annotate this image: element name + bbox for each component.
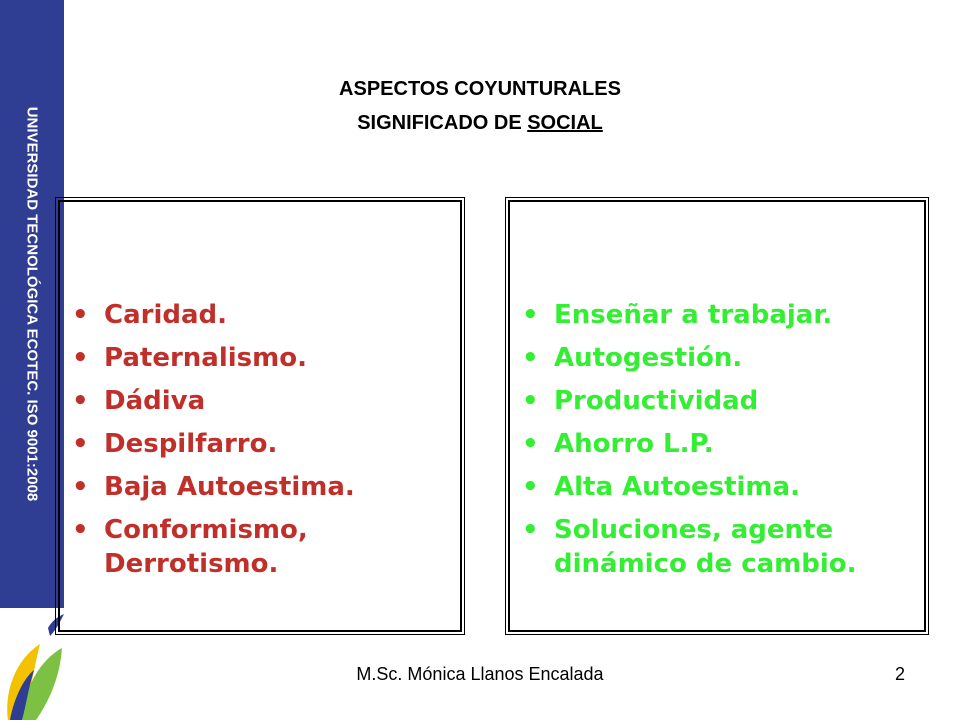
left-box bbox=[58, 200, 462, 632]
list-item: • Soluciones, agente dinámico de cambio. bbox=[522, 513, 918, 581]
list-item: • Conformismo, Derrotismo. bbox=[72, 513, 452, 581]
list-item: • Dádiva bbox=[72, 384, 452, 418]
list-item: • Autogestión. bbox=[522, 341, 918, 375]
left-bullet-list bbox=[72, 298, 452, 590]
footer-author: M.Sc. Mónica Llanos Encalada bbox=[356, 664, 604, 684]
page-number: 2 bbox=[894, 664, 905, 684]
logo bbox=[0, 608, 64, 720]
list-item: • Despilfarro. bbox=[72, 427, 452, 461]
list-item: • Productividad bbox=[522, 384, 918, 418]
list-item: • Ahorro L.P. bbox=[522, 427, 918, 461]
list-item: • Caridad. bbox=[72, 298, 452, 332]
slide-title-line2 bbox=[240, 112, 720, 135]
slide-title-line1: ASPECTOS COYUNTURALES bbox=[339, 78, 621, 100]
title-underlined-word: SOCIAL bbox=[527, 112, 603, 134]
right-bullet-list bbox=[522, 298, 918, 590]
sidebar-text: UNIVERSIDAD TECNOLÓGICA ECOTEC. ISO 9001:2008 bbox=[23, 106, 41, 502]
leaf-logo-icon bbox=[0, 608, 64, 720]
list-item: • Paternalismo. bbox=[72, 341, 452, 375]
right-box bbox=[508, 200, 926, 632]
list-item: • Alta Autoestima. bbox=[522, 470, 918, 504]
sidebar-band bbox=[0, 0, 64, 608]
list-item: • Enseñar a trabajar. bbox=[522, 298, 918, 332]
title-prefix: SIGNIFICADO DE bbox=[357, 112, 528, 134]
list-item: • Baja Autoestima. bbox=[72, 470, 452, 504]
